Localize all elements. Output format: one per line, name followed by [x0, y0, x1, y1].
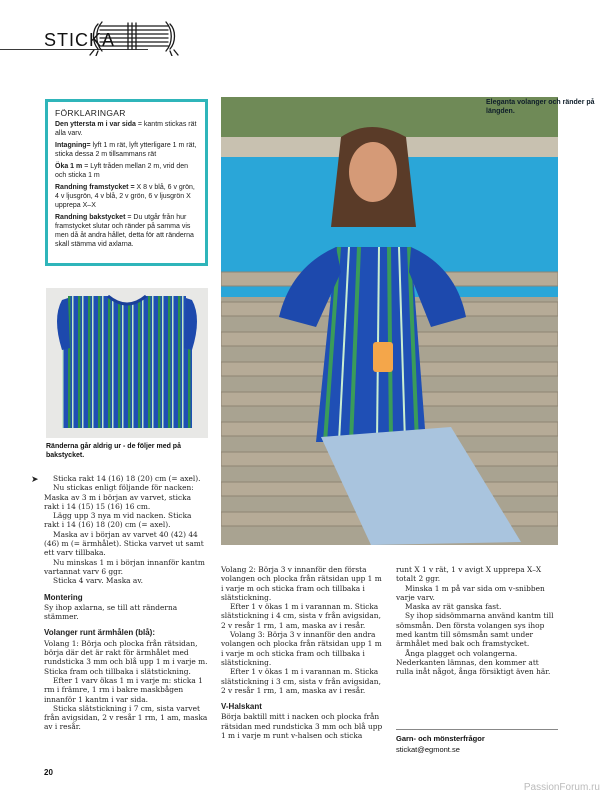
paragraph: Börja baktill mitt i nacken och plocka från rätsidan med rundsticka 3 mm och blå upp 1 m i varje m runt v-halsen och sticka: [221, 712, 383, 741]
key-definition: lyft 1 m rät, lyft ytterligare 1 m rät, sticka dessa 2 m tillsammans rät: [55, 142, 197, 158]
paragraph: Efter 1 varv ökas 1 m i varje m: sticka 1 rm i främre, 1 rm i bakre maskbågen innanför 1 kantm i var sida.: [44, 675, 203, 704]
key-definition: = kantm stickas rät alla varv.: [55, 121, 197, 137]
paragraph: Volang 3: Börja 3 v innanför den andra volangen och plocka från rätsidan upp 1 m i varje m och sticka fram och tillbaka i slätstickning.: [221, 630, 382, 667]
credits-heading: Garn- och mönsterfrågor: [396, 734, 485, 743]
paragraph: Sy ihop axlarna, se till att ränderna stämmer.: [44, 602, 178, 622]
instructions-column-3: [396, 565, 558, 677]
key-term: Den yttersta m i var sida: [55, 121, 136, 128]
key-term: Öka 1 m: [55, 163, 83, 170]
heading-v-halskant: V-Halskant: [221, 702, 262, 712]
key-item: [55, 162, 198, 180]
credits-rule: [396, 729, 558, 730]
paragraph: Efter 1 v ökas 1 m i varannan m. Sticka slätstickning i 4 cm, sista v från avigsidan, 2 v resår 1 rm, 1 am, maska av i resår.: [221, 602, 381, 630]
heading-volanger: Volanger runt ärmhålen (blå):: [44, 628, 155, 638]
key-item: [55, 213, 198, 249]
credits-email: stickat@egmont.se: [396, 745, 460, 754]
paragraph: Sticka 4 varv. Maska av.: [53, 576, 143, 586]
paragraph: Nu minskas 1 m i början innanför kantm vartannat varv 6 ggr.: [44, 557, 205, 576]
key-term: Randning framstycket =: [55, 184, 135, 191]
paragraph: runt X 1 v rät, 1 v avigt X upprepa X–X totalt 2 ggr.: [396, 565, 542, 584]
paragraph: Ånga plagget och volangerna. Nederkanten lämnas, den kommer att rulla inåt något, ånga försiktigt även här.: [396, 648, 551, 677]
key-term: Randning bakstycket: [55, 214, 126, 221]
paragraph: Maska av i början av varvet 40 (42) 44 (46) m (= ärmhålet). Sticka varvet ut samt ett varv tillbaka.: [44, 529, 204, 558]
key-item: [55, 120, 198, 138]
paragraph: Sticka rakt 14 (16) 18 (20) cm (= axel).: [53, 474, 201, 483]
explanations-box: [45, 99, 208, 266]
yarn-skein-icon: [88, 16, 180, 56]
section-title: STICKA: [44, 30, 116, 50]
garment-photo: [46, 288, 208, 438]
paragraph: Sy ihop sidsömmarna använd kantm till sömsmån. Den första volangen sys ihop med kantm till sömsmån samt under ärmhålet med bak och framstycket.: [396, 611, 554, 649]
paragraph: Efter 1 v ökas 1 m i varannan m. Sticka slätstickning i 3 cm, sista v från avigsidan, 2 v resår 1 rm, 1 am, maska av i resår.: [221, 667, 381, 695]
key-item: [55, 183, 198, 210]
paragraph: Minska 1 m på var sida om v-snibben varje varv.: [396, 583, 545, 602]
paragraph: Volang 2: Börja 3 v innanför den första volangen och plocka från rätsidan upp 1 m i varje m och sticka fram och tillbaka i slätstickning.: [221, 565, 382, 602]
arrow-icon: ➤: [31, 475, 39, 485]
key-item: [55, 141, 198, 159]
page-number: 20: [44, 768, 53, 777]
paragraph: Maska av rät ganska fast.: [405, 602, 502, 612]
paragraph: Lägg upp 3 nya m vid nacken. Sticka rakt i 14 (16) 18 (20) cm (= axel).: [44, 511, 192, 530]
instructions-column-2: [221, 565, 386, 740]
heading-montering: Montering: [44, 592, 83, 602]
paragraph: Volang 1: Börja och plocka från rätsidan, börja där det är rakt för ärmhålet med rundsticka 3 mm och blå upp 1 m i varje m. Sticka fram och tillbaka i slätstickning.: [44, 638, 208, 676]
paragraph: Sticka slätstickning i 7 cm, sista varvet från avigsidan, 2 v resår 1 rm, 1 am, maska av i resår.: [44, 703, 208, 732]
model-photo: [221, 97, 558, 545]
paragraph: Nu stickas enligt följande för nacken: Maska av 3 m i början av varvet, sticka rakt i 14 (15) 15 (16) 16 cm.: [44, 483, 194, 511]
watermark: PassionForum.ru: [523, 782, 600, 793]
garment-caption: Ränderna går aldrig ur - de följer med på bakstycket.: [46, 443, 181, 459]
instructions-column-1: [44, 474, 208, 732]
explanations-title: FÖRKLARINGAR: [55, 108, 126, 118]
key-term: Intagning=: [55, 142, 91, 149]
key-definition: = Du utgår från hur framstycket slutar och ränder på samma vis men då åt andra hållet, detta för att ränderna skall stämma vid axlarna.: [55, 214, 194, 248]
key-definition: = Lyft tråden mellan 2 m, vrid den och sticka 1 m: [55, 163, 189, 179]
photo-caption: Eleganta volanger och ränder på längden.: [486, 99, 595, 115]
key-definition: X 8 v blå, 6 v grön, 4 v ljusgrön, 4 v blå, 2 v grön, 6 v ljusgrön X upprepa X–X: [55, 184, 195, 209]
